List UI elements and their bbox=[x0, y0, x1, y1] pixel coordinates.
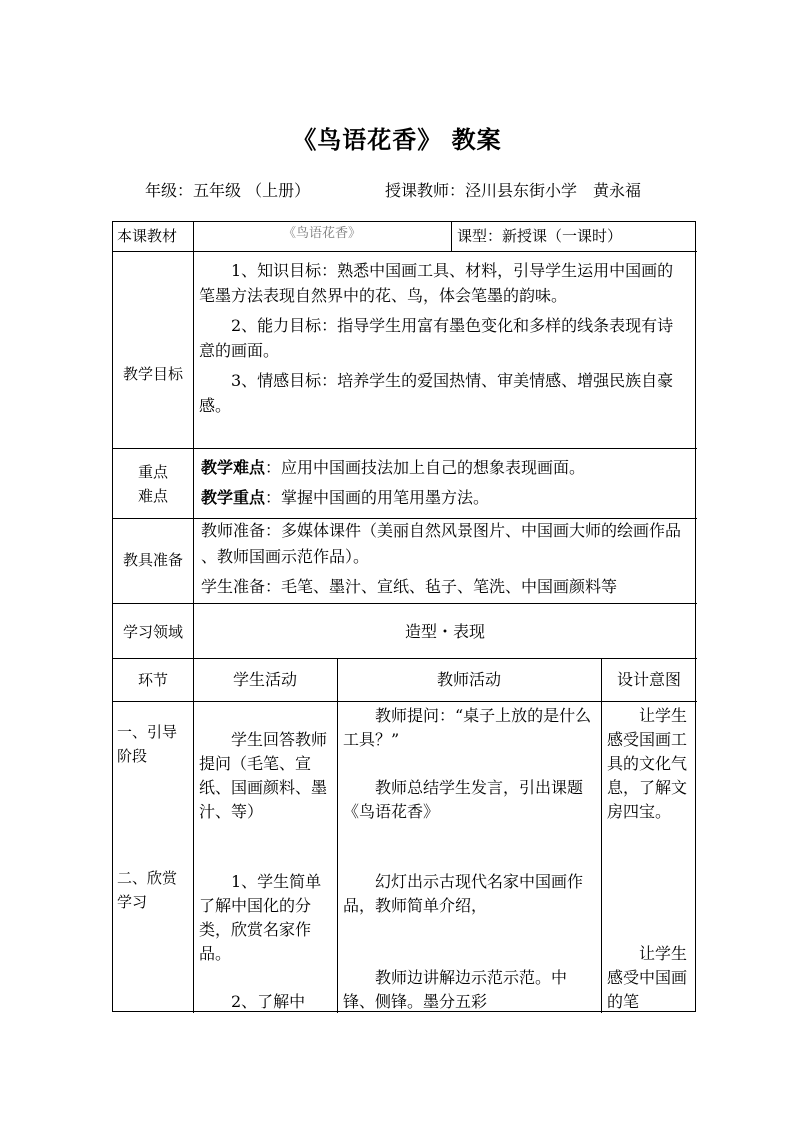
header-student: 学生活动 bbox=[232, 670, 297, 689]
focus-label-2: 难点 bbox=[137, 487, 168, 505]
column-divider bbox=[451, 222, 452, 251]
key-line bbox=[201, 486, 691, 510]
difficulty-text: ：应用中国画技法加上自己的想象表现画面。 bbox=[265, 458, 586, 477]
key-label: 教学重点 bbox=[201, 488, 266, 507]
goals-list bbox=[199, 258, 689, 418]
intent-2 bbox=[607, 942, 693, 1014]
header-intent: 设计意图 bbox=[616, 670, 681, 689]
column-divider bbox=[601, 658, 602, 1013]
intent-1 bbox=[607, 704, 693, 824]
tools-teacher: 教师准备：多媒体课件（美丽自然风景图片、中国画大师的绘画作品 、教师国画示范作品）。 bbox=[201, 521, 682, 566]
student-activity-text: 1、学生简单了解中国化的分类，欣赏名家作品。 bbox=[199, 872, 322, 963]
row-divider bbox=[113, 701, 697, 702]
difficulty-label: 教学难点 bbox=[201, 458, 266, 477]
column-divider bbox=[193, 222, 194, 658]
material-label: 本课教材 bbox=[117, 227, 178, 245]
row-divider bbox=[113, 251, 697, 252]
key-text: ：掌握中国画的用笔用墨方法。 bbox=[265, 488, 490, 507]
domain-value: 造型・表现 bbox=[404, 622, 485, 641]
intent-text: 让学生感受国画工具的文化气息，了解文房四宝。 bbox=[607, 706, 688, 821]
teacher-activity-1 bbox=[343, 704, 593, 752]
domain-label: 学习领域 bbox=[122, 623, 183, 641]
tools-label: 教具准备 bbox=[122, 551, 183, 569]
page-title: 《鸟语花香》 教案 bbox=[292, 125, 502, 154]
difficulty-line bbox=[201, 456, 691, 480]
lesson-type: 课型：新授课（一课时） bbox=[457, 227, 623, 245]
student-activity-2 bbox=[199, 870, 327, 966]
student-activity-1 bbox=[199, 728, 327, 824]
stage-2: 二、欣赏学习 bbox=[117, 869, 178, 911]
column-divider bbox=[193, 658, 194, 1013]
goals-label: 教学目标 bbox=[122, 365, 183, 383]
teacher-activity-text: 教师总结学生发言，引出课题《鸟语花香》 bbox=[343, 778, 584, 821]
teacher-info: 授课教师：泾川县东街小学 黄永福 bbox=[385, 181, 642, 200]
teacher-activity-text: 教师边讲解边示范示范。中锋、侧锋。墨分五彩 bbox=[343, 968, 568, 1011]
lesson-plan-table bbox=[112, 221, 696, 1012]
row-divider bbox=[113, 603, 697, 604]
teacher-activity-3 bbox=[343, 870, 593, 918]
header-teacher: 教师活动 bbox=[436, 670, 501, 689]
tools-student: 学生准备：毛笔、墨汁、宣纸、毡子、笔洗、中国画颜料等 bbox=[201, 577, 618, 596]
column-divider bbox=[337, 658, 338, 1013]
student-activity-text: 2、了解中 bbox=[231, 992, 306, 1011]
goal-item: 1、知识目标：熟悉中国画工具、材料，引导学生运用中国画的笔墨方法表现自然界中的花、鸟，体会笔墨的韵味。 bbox=[199, 261, 674, 305]
focus-label-1: 重点 bbox=[137, 463, 168, 481]
row-divider bbox=[113, 448, 697, 449]
goal-item: 3、情感目标：培养学生的爱国热情、审美情感、增强民族自豪感。 bbox=[199, 371, 674, 415]
teacher-activity-text: 教师提问：“桌子上放的是什么工具？” bbox=[343, 706, 592, 749]
student-activity-text: 学生回答教师提问（毛笔、宣纸、国画颜料、墨汁、等） bbox=[199, 730, 328, 821]
teacher-activity-2 bbox=[343, 776, 593, 824]
header-stage: 环节 bbox=[137, 671, 168, 689]
goal-item: 2、能力目标：指导学生用富有墨色变化和多样的线条表现有诗意的画面。 bbox=[199, 316, 674, 360]
row-divider bbox=[113, 658, 697, 659]
material-value: 《鸟语花香》 bbox=[282, 226, 361, 241]
intent-text: 让学生感受中国画的笔 bbox=[607, 944, 688, 1011]
grade-info: 年级：五年级 （上册） bbox=[145, 181, 311, 200]
stage-1: 一、引导阶段 bbox=[117, 723, 178, 765]
teacher-activity-text: 幻灯出示古现代名家中国画作品，教师简单介绍， bbox=[343, 872, 584, 915]
teacher-activity-4 bbox=[343, 966, 593, 1014]
student-activity-3 bbox=[199, 990, 327, 1014]
